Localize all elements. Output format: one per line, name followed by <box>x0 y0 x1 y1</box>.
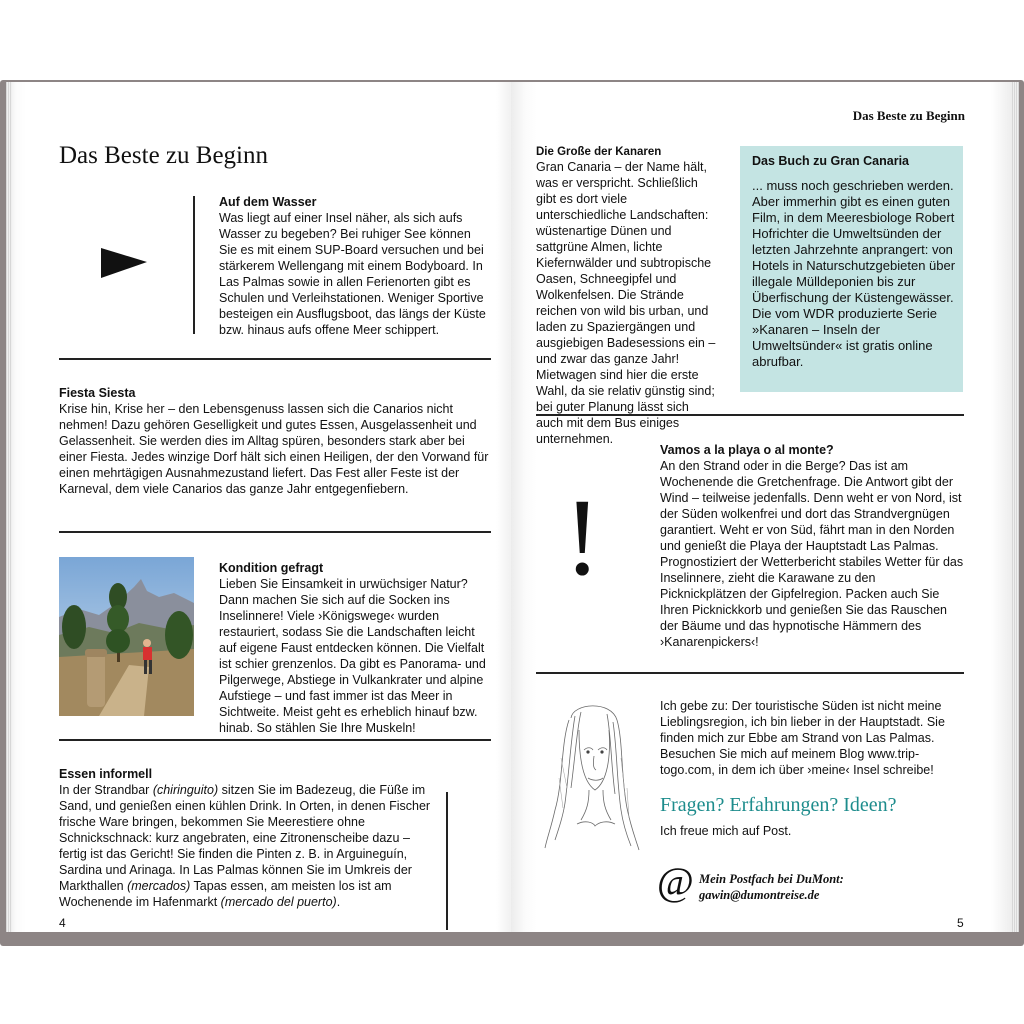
section-heading: Die Große der Kanaren <box>536 146 662 158</box>
running-head: Das Beste zu Beginn <box>852 108 965 123</box>
left-page <box>6 82 511 932</box>
section-text: In der Strandbar (chiringuito) sitzen Sie im Badezeug, die Füße im Sand, und genießen einen kühlen Drink. In Orten, in denen Fischer frische Ware bringen, bekommen Sie Meerestiere ohne Schnickschnack: kurz angebraten, eine Zitronenscheibe dazu – fertig ist das Gericht! Sie finden die Pinten z. B. in Arguineguín, Sardina und Arinaga. In Las Palmas können Sie im Umkreis der Markthallen (mercados) Tapas essen, am meisten los ist am Wochenende im Hafenmarkt (mercado del puerto). <box>59 783 431 909</box>
page-number: 4 <box>59 916 66 930</box>
page-title: Das Beste zu Beginn <box>59 142 268 169</box>
section-divider <box>59 358 491 360</box>
info-box-heading: Das Buch zu Gran Canaria <box>752 154 909 168</box>
right-page <box>511 82 1019 932</box>
info-box-text: ... muss noch geschrieben werden. Aber immerhin gibt es einen guten Film, in dem Meeresbiologe Robert Hofrichter die Umweltsünden der letzten Jahrzehnte anprangert: von Hotels in Naturschutzgebieten über illegale Mülldeponien bis zur Überfischung der Küstengewässer. Die vom WDR produzierte Serie »Kanaren – Inseln der Umweltsünder« ist gratis online abrufbar. <box>752 178 956 369</box>
section-heading: Auf dem Wasser <box>219 195 317 209</box>
section-auf-dem-wasser <box>219 195 491 338</box>
section-text: Lieben Sie Einsamkeit in urwüchsiger Natur? Dann machen Sie sich auf die Socken ins Inselinnere! Viele ›Königswege‹ wurden restauriert, sodass Sie die Landschaften leicht auf eigene Faust entdecken können. Die Vielfalt ist schier grenzenlos. Da gibt es Panorama- und Pilgerwege, Abstiege in Vulkankrater und alpine Aufstiege – und fast immer ist das Meer in Sichtweite. Meist geht es erheblich hinauf bzw. hinab. So stählen Sie Ihre Muskeln! <box>219 577 486 735</box>
section-divider <box>536 672 964 674</box>
open-book <box>0 76 1024 948</box>
section-fiesta-siesta <box>59 386 491 497</box>
flag-arrow-icon <box>101 248 149 280</box>
section-divider <box>59 739 491 741</box>
right-page-edge <box>1012 82 1019 932</box>
section-divider <box>59 531 491 533</box>
section-die-grosse-der-kanaren <box>536 146 716 447</box>
info-box <box>740 146 963 392</box>
author-portrait-sketch <box>541 698 641 853</box>
section-text: An den Strand oder in die Berge? Das ist am Wochenende die Gretchenfrage. Die Antwort gibt der Wind – teilweise jedenfalls. Denn weht er von Nord, ist der Süden wolkenfrei und dort das Strandvergnügen garantiert. Weht er von Süd, fährt man in den Norden und genießt die Playa der Hauptstadt Las Palmas. Prognostiziert der Wetterbericht stabiles Wetter für das Inselinnere, zieht die Karawane zu den Picknickplätzen der Gipfelregion. Packen auch Sie Ihren Picknickkorb und genießen Sie das Rauschen der Bäume und das hypnotische Hämmern des ›Kanarenpickers‹! <box>660 459 964 649</box>
page-number: 5 <box>957 916 964 930</box>
section-kondition-gefragt <box>219 561 491 736</box>
section-text: Gran Canaria – der Name hält, was er verspricht. Schließlich gibt es dort viele unterschiedliche Landschaften: wüstenartige Dünen und sattgrüne Almen, lichte Kiefernwälder und subtropische Oasen, Schneegipfel und Wolkenfelsen. Die Strände reichen von wild bis urban, und laden zu Spaziergängen und ausgiebigen Badesessions ein – und zwar das ganze Jahr! Mietwagen sind hier die erste Wahl, da sie relativ günstig sind; bei guter Planung lässt sich auch mit dem Bus einiges unternehmen. <box>536 160 716 446</box>
author-text: Ich gebe zu: Der touristische Süden ist nicht meine Lieblingsregion, ich bin lieber in der Hauptstadt. Sie finden mich zur Ebbe am Strand von Las Palmas. Besuchen Sie mich auf meinem Blog www.trip-togo.com, in dem ich über ›meine‹ Insel schreibe! <box>660 699 945 777</box>
section-essen-informell <box>59 767 439 910</box>
at-sign-icon: @ <box>657 859 694 904</box>
left-page-edge <box>6 82 12 932</box>
exclamation-icon: ! <box>564 476 601 598</box>
cta-heading: Fragen? Erfahrungen? Ideen? <box>660 794 897 816</box>
section-divider <box>536 414 964 416</box>
section-divider-vertical <box>446 792 448 930</box>
hiking-landscape-photo <box>59 557 194 716</box>
section-heading: Vamos a la playa o al monte? <box>660 443 834 457</box>
section-vamos-a-la-playa <box>660 443 965 650</box>
section-divider-vertical <box>193 196 195 334</box>
section-text: Krise hin, Krise her – den Lebensgenuss lassen sich die Canarios nicht nehmen! Dazu gehören Geselligkeit und gutes Essen, Ausgelassenheit und Gelassenheit. Sie werden dies im Alltag spüren, besonders stark aber bei einer Fiesta. Jedes winzige Dorf hält sich einen Heiligen, der den Vorwand für einen mehrtägigen Ausnahmezustand liefert. Das Fest aller Feste ist der Karneval, dem viele Canarios das ganze Jahr entgegenfiebern. <box>59 402 489 496</box>
section-heading: Kondition gefragt <box>219 561 324 575</box>
postfach-contact <box>699 871 844 903</box>
email-link[interactable]: gawin@dumontreise.de <box>699 888 820 902</box>
section-text: Was liegt auf einer Insel näher, als sich aufs Wasser zu begeben? Bei ruhiger See können Sie es mit einem SUP-Board versuchen und bei stärkerem Wellengang mit einem Bodyboard. In Las Palmas sowie in allen Ferienorten gibt es Schulen und Verleihstationen. Weniger Sportive besteigen ein Ausflugsboot, das längs der Küste bzw. hinaus aufs offene Meer schippert. <box>219 211 486 337</box>
section-heading: Fiesta Siesta <box>59 386 136 400</box>
section-heading: Essen informell <box>59 767 153 781</box>
postfach-label: Mein Postfach bei DuMont: <box>699 872 844 886</box>
cta-subtext: Ich freue mich auf Post. <box>660 824 792 838</box>
